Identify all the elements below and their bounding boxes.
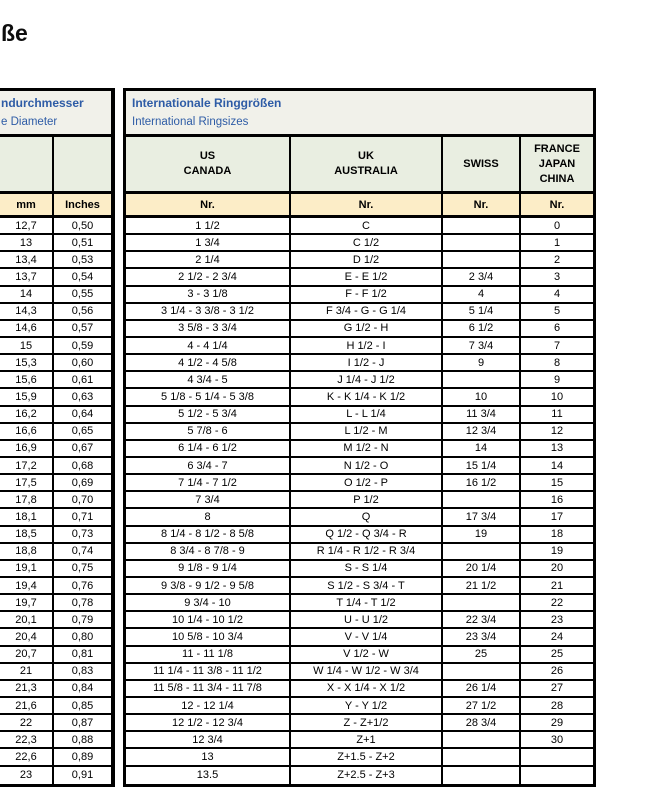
france-japan-china-cell: 30 — [550, 733, 564, 746]
france-japan-china-cell: 26 — [550, 665, 564, 678]
swiss-cell — [443, 767, 521, 784]
us-canada-cell: 4 3/4 - 5 — [126, 372, 291, 387]
inches-cell: 0,91 — [71, 769, 94, 782]
inches-cell: 0,57 — [71, 322, 94, 335]
inches-cell: 0,60 — [71, 356, 94, 369]
ringsize-header-row — [126, 137, 593, 194]
uk-australia-cell: V 1/2 - W — [291, 647, 443, 662]
mm-cell: 22,3 — [0, 732, 54, 747]
table-row — [126, 698, 593, 715]
table-row — [126, 355, 593, 372]
france-japan-china-cell: 27 — [550, 682, 564, 695]
france-japan-china-cell: 13 — [550, 442, 564, 455]
mm-cell: 12,7 — [0, 218, 54, 233]
table-row — [126, 287, 593, 304]
column-header-swiss — [443, 137, 521, 191]
mm-cell: 21 — [0, 664, 54, 679]
table-row — [126, 407, 593, 424]
france-japan-china-cell: 19 — [550, 545, 564, 558]
uk-australia-cell: Z+2.5 - Z+3 — [291, 767, 443, 784]
swiss-cell — [443, 732, 521, 747]
swiss-cell: 15 1/4 — [443, 458, 521, 473]
table-row — [126, 492, 593, 509]
us-canada-cell: 9 3/8 - 9 1/2 - 9 5/8 — [126, 578, 291, 593]
us-canada-cell: 2 1/4 — [126, 252, 291, 267]
france-japan-china-cell: 22 — [550, 596, 564, 609]
mm-cell: 17,5 — [0, 475, 54, 490]
uk-australia-cell: R 1/4 - R 1/2 - R 3/4 — [291, 544, 443, 559]
mm-cell: 15,9 — [0, 389, 54, 404]
uk-australia-cell: K - K 1/4 - K 1/2 — [291, 389, 443, 404]
table-row — [0, 749, 111, 766]
swiss-cell: 4 — [443, 287, 521, 302]
inches-cell: 0,89 — [71, 750, 94, 763]
inches-cell: 0,76 — [71, 579, 94, 592]
us-canada-cell: 8 3/4 - 8 7/8 - 9 — [126, 544, 291, 559]
table-row — [0, 269, 111, 286]
france-japan-china-cell: 2 — [553, 253, 561, 266]
uk-australia-cell: Z - Z+1/2 — [291, 715, 443, 730]
table-row — [0, 372, 111, 389]
swiss-cell: 27 1/2 — [443, 698, 521, 713]
column-header-line: CANADA — [183, 165, 232, 177]
france-japan-china-cell — [521, 767, 593, 784]
inches-cell: 0,73 — [71, 528, 94, 541]
uk-australia-cell: F 3/4 - G - G 1/4 — [291, 304, 443, 319]
table-row — [0, 664, 111, 681]
swiss-cell — [443, 664, 521, 679]
france-japan-china-cell: 14 — [550, 459, 564, 472]
uk-australia-cell: E - E 1/2 — [291, 269, 443, 284]
table-row — [126, 544, 593, 561]
swiss-cell: 11 3/4 — [443, 407, 521, 422]
mm-cell: 19,1 — [0, 561, 54, 576]
column-header-line: FRANCE — [534, 142, 580, 155]
table-row — [126, 578, 593, 595]
nr-label-swiss: Nr. — [443, 194, 521, 215]
uk-australia-cell: L - L 1/4 — [291, 407, 443, 422]
uk-australia-cell: H 1/2 - I — [291, 338, 443, 353]
uk-australia-cell: J 1/4 - J 1/2 — [291, 372, 443, 387]
france-japan-china-cell: 0 — [553, 219, 561, 232]
inches-cell: 0,85 — [71, 699, 94, 712]
table-row — [126, 767, 593, 784]
table-row — [0, 509, 111, 526]
mm-cell: 15,6 — [0, 372, 54, 387]
table-row — [126, 749, 593, 766]
us-canada-cell: 10 5/8 - 10 3/4 — [126, 629, 291, 644]
table-row — [126, 561, 593, 578]
table-row — [0, 698, 111, 715]
table-row — [126, 647, 593, 664]
swiss-cell: 17 3/4 — [443, 509, 521, 524]
us-canada-cell: 11 5/8 - 11 3/4 - 11 7/8 — [126, 681, 291, 696]
table-row — [126, 527, 593, 544]
swiss-cell: 16 1/2 — [443, 475, 521, 490]
france-japan-china-cell: 17 — [550, 510, 564, 523]
column-header-line: CHINA — [539, 172, 575, 185]
table-row — [0, 492, 111, 509]
table-row — [126, 304, 593, 321]
mm-cell: 22 — [0, 715, 54, 730]
column-header-line: US — [199, 150, 216, 162]
table-row — [0, 595, 111, 612]
france-japan-china-cell: 23 — [550, 613, 564, 626]
diameter-header-inches-blank — [54, 137, 111, 191]
mm-cell: 18,5 — [0, 527, 54, 542]
france-japan-china-cell: 21 — [550, 579, 564, 592]
france-japan-china-cell: 16 — [550, 493, 564, 506]
column-header-us-canada — [126, 137, 291, 191]
table-row — [0, 458, 111, 475]
us-canada-cell: 5 1/2 - 5 3/4 — [126, 407, 291, 422]
uk-australia-cell: Q 1/2 - Q 3/4 - R — [291, 527, 443, 542]
table-row — [0, 647, 111, 664]
france-japan-china-cell: 10 — [550, 390, 564, 403]
column-header-line: JAPAN — [538, 157, 576, 170]
mm-cell: 15 — [0, 338, 54, 353]
uk-australia-cell: C 1/2 — [291, 235, 443, 250]
swiss-cell — [443, 595, 521, 610]
inches-cell: 0,55 — [71, 288, 94, 301]
swiss-cell: 19 — [443, 527, 521, 542]
us-canada-cell: 9 1/8 - 9 1/4 — [126, 561, 291, 576]
us-canada-cell: 13 — [126, 749, 291, 764]
table-row — [126, 629, 593, 646]
mm-cell: 18,1 — [0, 509, 54, 524]
inches-cell: 0,84 — [71, 682, 94, 695]
column-header-uk-australia — [291, 137, 443, 191]
uk-australia-cell: G 1/2 - H — [291, 321, 443, 336]
uk-australia-cell: X - X 1/4 - X 1/2 — [291, 681, 443, 696]
swiss-cell: 21 1/2 — [443, 578, 521, 593]
mm-column-header: mm — [0, 194, 54, 215]
table-row — [126, 612, 593, 629]
us-canada-cell: 11 - 11 1/8 — [126, 647, 291, 662]
uk-australia-cell: C — [291, 218, 443, 233]
mm-cell: 21,6 — [0, 698, 54, 713]
inches-cell: 0,61 — [71, 373, 94, 386]
swiss-cell: 5 1/4 — [443, 304, 521, 319]
inches-cell: 0,69 — [71, 476, 94, 489]
mm-cell: 13,4 — [0, 252, 54, 267]
uk-australia-cell: Z+1 — [291, 732, 443, 747]
table-row — [0, 475, 111, 492]
swiss-cell — [443, 492, 521, 507]
inches-cell: 0,81 — [71, 648, 94, 661]
us-canada-cell: 10 1/4 - 10 1/2 — [126, 612, 291, 627]
table-row — [126, 664, 593, 681]
table-row — [0, 389, 111, 406]
uk-australia-cell: L 1/2 - M — [291, 424, 443, 439]
us-canada-cell: 12 - 12 1/4 — [126, 698, 291, 713]
swiss-cell: 2 3/4 — [443, 269, 521, 284]
uk-australia-cell: Q — [291, 509, 443, 524]
inches-cell: 0,87 — [71, 716, 94, 729]
inches-cell: 0,50 — [71, 219, 94, 232]
table-row — [126, 218, 593, 235]
swiss-cell: 28 3/4 — [443, 715, 521, 730]
inches-cell: 0,70 — [71, 493, 94, 506]
uk-australia-cell: F - F 1/2 — [291, 287, 443, 302]
france-japan-china-cell: 29 — [550, 716, 564, 729]
swiss-cell — [443, 372, 521, 387]
mm-cell: 19,7 — [0, 595, 54, 610]
table-row — [126, 252, 593, 269]
table-row — [0, 287, 111, 304]
mm-cell: 20,7 — [0, 647, 54, 662]
mm-cell: 14 — [0, 287, 54, 302]
swiss-cell — [443, 252, 521, 267]
inches-cell: 0,83 — [71, 665, 94, 678]
table-row — [126, 732, 593, 749]
swiss-cell: 9 — [443, 355, 521, 370]
swiss-cell: 14 — [443, 441, 521, 456]
diameter-table-body — [0, 218, 111, 784]
inches-cell: 0,65 — [71, 425, 94, 438]
diameter-table — [0, 88, 115, 787]
uk-australia-cell: O 1/2 - P — [291, 475, 443, 490]
table-row — [0, 407, 111, 424]
table-row — [0, 441, 111, 458]
mm-cell: 17,2 — [0, 458, 54, 473]
inches-cell: 0,63 — [71, 390, 94, 403]
us-canada-cell: 9 3/4 - 10 — [126, 595, 291, 610]
inches-cell: 0,68 — [71, 459, 94, 472]
us-canada-cell: 13.5 — [126, 767, 291, 784]
swiss-cell: 20 1/4 — [443, 561, 521, 576]
ringsize-table-title-en: International Ringsizes — [132, 116, 249, 128]
inches-cell: 0,88 — [71, 733, 94, 746]
table-row — [0, 424, 111, 441]
france-japan-china-cell: 9 — [553, 373, 561, 386]
france-japan-china-cell: 11 — [551, 408, 563, 421]
uk-australia-cell: V - V 1/4 — [291, 629, 443, 644]
table-row — [0, 235, 111, 252]
ringsize-nr-row — [126, 194, 593, 218]
inches-cell: 0,78 — [71, 596, 94, 609]
table-row — [0, 544, 111, 561]
table-row — [0, 732, 111, 749]
inches-cell: 0,56 — [71, 305, 94, 318]
us-canada-cell: 8 1/4 - 8 1/2 - 8 5/8 — [126, 527, 291, 542]
france-japan-china-cell — [521, 749, 593, 764]
us-canada-cell: 4 - 4 1/4 — [126, 338, 291, 353]
inches-cell: 0,54 — [71, 270, 94, 283]
table-row — [126, 509, 593, 526]
inches-cell: 0,71 — [71, 510, 94, 523]
us-canada-cell: 8 — [126, 509, 291, 524]
france-japan-china-cell: 15 — [550, 476, 564, 489]
france-japan-china-cell: 25 — [550, 648, 564, 661]
uk-australia-cell: I 1/2 - J — [291, 355, 443, 370]
table-row — [126, 389, 593, 406]
swiss-cell: 25 — [443, 647, 521, 662]
inches-cell: 0,74 — [71, 545, 94, 558]
swiss-cell: 22 3/4 — [443, 612, 521, 627]
table-row — [0, 252, 111, 269]
france-japan-china-cell: 1 — [553, 236, 561, 249]
us-canada-cell: 12 1/2 - 12 3/4 — [126, 715, 291, 730]
ringsize-table-title-de: Internationale Ringgrößen — [132, 96, 282, 110]
france-japan-china-cell: 24 — [550, 630, 564, 643]
uk-australia-cell: S 1/2 - S 3/4 - T — [291, 578, 443, 593]
table-row — [126, 681, 593, 698]
us-canada-cell: 4 1/2 - 4 5/8 — [126, 355, 291, 370]
us-canada-cell: 3 - 3 1/8 — [126, 287, 291, 302]
inches-cell: 0,53 — [71, 253, 94, 266]
diameter-header-row — [0, 137, 111, 194]
table-row — [0, 629, 111, 646]
mm-cell: 13 — [0, 235, 54, 250]
table-row — [126, 424, 593, 441]
us-canada-cell: 5 7/8 - 6 — [126, 424, 291, 439]
mm-cell: 16,6 — [0, 424, 54, 439]
nr-label-us-canada: Nr. — [126, 194, 291, 215]
ringsize-table — [123, 88, 596, 787]
diameter-table-title — [0, 91, 111, 137]
table-row — [0, 218, 111, 235]
table-row — [0, 578, 111, 595]
swiss-cell — [443, 544, 521, 559]
table-row — [126, 372, 593, 389]
us-canada-cell: 2 1/2 - 2 3/4 — [126, 269, 291, 284]
column-header-line: UK — [358, 150, 374, 162]
us-canada-cell: 12 3/4 — [126, 732, 291, 747]
us-canada-cell: 11 1/4 - 11 3/8 - 11 1/2 — [126, 664, 291, 679]
swiss-cell: 6 1/2 — [443, 321, 521, 336]
swiss-cell: 23 3/4 — [443, 629, 521, 644]
swiss-cell: 7 3/4 — [443, 338, 521, 353]
nr-label-france-japan-china: Nr. — [549, 198, 565, 211]
table-row — [0, 681, 111, 698]
column-header-france-japan-china — [521, 137, 593, 191]
us-canada-cell: 1 1/2 — [126, 218, 291, 233]
uk-australia-cell: Y - Y 1/2 — [291, 698, 443, 713]
table-row — [126, 595, 593, 612]
france-japan-china-cell: 4 — [553, 288, 561, 301]
uk-australia-cell: P 1/2 — [291, 492, 443, 507]
inches-column-header: Inches — [65, 198, 100, 211]
swiss-cell: 26 1/4 — [443, 681, 521, 696]
mm-cell: 18,8 — [0, 544, 54, 559]
france-japan-china-cell: 5 — [553, 305, 561, 318]
table-row — [0, 612, 111, 629]
mm-cell: 20,1 — [0, 612, 54, 627]
uk-australia-cell: N 1/2 - O — [291, 458, 443, 473]
inches-cell: 0,64 — [71, 408, 94, 421]
us-canada-cell: 6 3/4 - 7 — [126, 458, 291, 473]
table-row — [126, 715, 593, 732]
nr-label-uk-australia: Nr. — [291, 194, 443, 215]
mm-cell: 23 — [0, 767, 54, 784]
us-canada-cell: 3 1/4 - 3 3/8 - 3 1/2 — [126, 304, 291, 319]
ringsize-table-title — [126, 91, 593, 137]
us-canada-cell: 5 1/8 - 5 1/4 - 5 3/8 — [126, 389, 291, 404]
table-row — [126, 338, 593, 355]
table-row — [0, 355, 111, 372]
us-canada-cell: 1 3/4 — [126, 235, 291, 250]
ringsize-table-body — [126, 218, 593, 784]
mm-cell: 20,4 — [0, 629, 54, 644]
mm-cell: 14,6 — [0, 321, 54, 336]
mm-cell: 14,3 — [0, 304, 54, 319]
mm-cell: 22,6 — [0, 749, 54, 764]
mm-cell: 15,3 — [0, 355, 54, 370]
france-japan-china-cell: 18 — [550, 528, 564, 541]
uk-australia-cell: M 1/2 - N — [291, 441, 443, 456]
mm-cell: 19,4 — [0, 578, 54, 593]
table-row — [126, 269, 593, 286]
diameter-header-mm-blank — [0, 137, 54, 191]
table-row — [126, 441, 593, 458]
diameter-table-title-en: e Diameter — [1, 116, 58, 128]
france-japan-china-cell: 3 — [553, 270, 561, 283]
inches-cell: 0,67 — [71, 442, 94, 455]
uk-australia-cell: D 1/2 — [291, 252, 443, 267]
france-japan-china-cell: 6 — [553, 322, 561, 335]
mm-cell: 13,7 — [0, 269, 54, 284]
table-row — [126, 235, 593, 252]
france-japan-china-cell: 28 — [550, 699, 564, 712]
table-row — [0, 527, 111, 544]
column-header-line: SWISS — [463, 157, 499, 170]
diameter-unit-row — [0, 194, 111, 218]
france-japan-china-cell: 12 — [550, 425, 564, 438]
column-header-line: AUSTRALIA — [334, 165, 398, 177]
swiss-cell — [443, 235, 521, 250]
table-row — [0, 561, 111, 578]
mm-cell: 16,2 — [0, 407, 54, 422]
uk-australia-cell: T 1/4 - T 1/2 — [291, 595, 443, 610]
inches-cell: 0,75 — [71, 562, 94, 575]
france-japan-china-cell: 8 — [553, 356, 561, 369]
table-row — [126, 475, 593, 492]
uk-australia-cell: U - U 1/2 — [291, 612, 443, 627]
mm-cell: 16,9 — [0, 441, 54, 456]
uk-australia-cell: Z+1.5 - Z+2 — [291, 749, 443, 764]
inches-cell: 0,79 — [71, 613, 94, 626]
table-row — [126, 458, 593, 475]
uk-australia-cell: S - S 1/4 — [291, 561, 443, 576]
table-row — [0, 304, 111, 321]
swiss-cell — [443, 218, 521, 233]
diameter-table-title-de: ndurchmesser — [1, 96, 84, 110]
table-row — [0, 715, 111, 732]
france-japan-china-cell: 7 — [553, 339, 561, 352]
us-canada-cell: 6 1/4 - 6 1/2 — [126, 441, 291, 456]
page-title: ße — [1, 20, 28, 46]
swiss-cell: 10 — [443, 389, 521, 404]
inches-cell: 0,80 — [71, 630, 94, 643]
us-canada-cell: 7 3/4 — [126, 492, 291, 507]
mm-cell: 17,8 — [0, 492, 54, 507]
uk-australia-cell: W 1/4 - W 1/2 - W 3/4 — [291, 664, 443, 679]
us-canada-cell: 7 1/4 - 7 1/2 — [126, 475, 291, 490]
table-row — [0, 321, 111, 338]
swiss-cell — [443, 749, 521, 764]
france-japan-china-cell: 20 — [550, 562, 564, 575]
table-row — [126, 321, 593, 338]
table-row — [0, 338, 111, 355]
inches-cell: 0,51 — [71, 236, 94, 249]
table-row — [0, 767, 111, 784]
mm-cell: 21,3 — [0, 681, 54, 696]
us-canada-cell: 3 5/8 - 3 3/4 — [126, 321, 291, 336]
inches-cell: 0,59 — [71, 339, 94, 352]
swiss-cell: 12 3/4 — [443, 424, 521, 439]
